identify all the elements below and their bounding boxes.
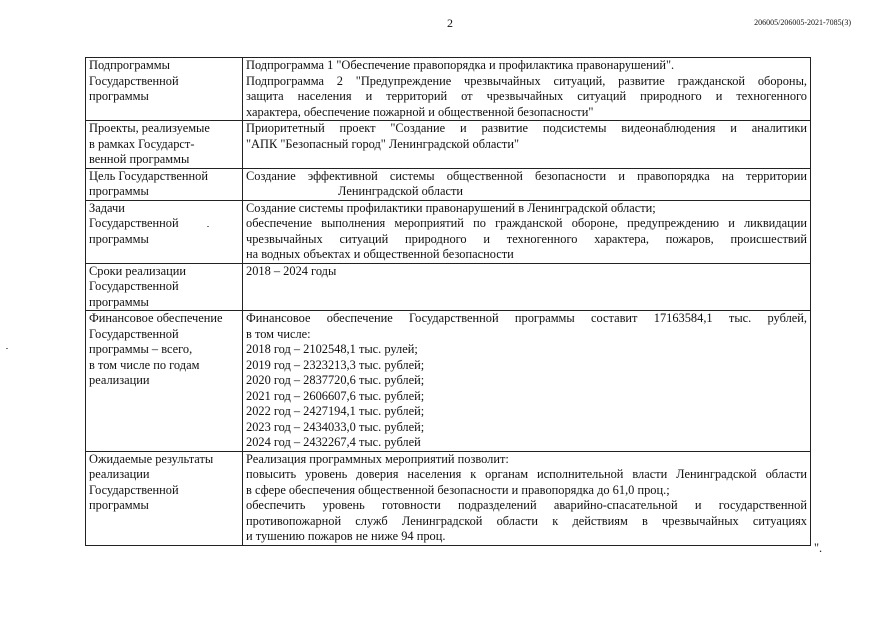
program-passport-table [85, 57, 811, 546]
row-label: Ожидаемые результаты реализации Государственной программы [86, 451, 243, 545]
row-label: Подпрограммы Государственной программы [86, 58, 243, 121]
year-amount: 2023 год – 2434033,0 тыс. рублей; [246, 419, 425, 434]
table-row-expected-results [86, 451, 811, 545]
year-amount: 2019 год – 2323213,3 тыс. рублей; [246, 357, 425, 372]
row-content: Приоритетный проект "Создание и развитие подсистемы видеонаблюдения и аналитики "АПК "Безопасный город" Ленинградской области" [243, 121, 811, 169]
year-amount: 2021 год – 2606607,6 тыс. рублей; [246, 388, 425, 403]
row-label: Цель Государственной программы [86, 168, 243, 200]
row-content: Реализация программных мероприятий позволит: повысить уровень доверия населения к органам исполнительной власти Ленинградской области в сфере обеспечения общественной безопасности и правопорядка до 61,0 проц.; обеспечить уровень готовности подразделений аварийно-спасательной и государственной противопожарной служб Ленинградской области к действиям в чрезвычайных ситуациях и тушению пожаров не ниже 94 проц. [243, 451, 811, 545]
year-amount: 2020 год – 2837720,6 тыс. рублей; [246, 373, 425, 387]
table-row-tasks [86, 200, 811, 263]
table-row-goal [86, 168, 811, 200]
scan-speck [207, 226, 209, 227]
row-label: Финансовое обеспечение Государственной программы – всего, в том числе по годам реализации [86, 311, 243, 452]
closing-quote-mark: ". [814, 541, 823, 555]
row-content: Создание эффективной системы общественной безопасности и правопорядка на территории Ленинградской области [243, 168, 811, 200]
page-number: 2 [447, 16, 453, 30]
document-code: 206005/206005-2021-7085(3) [754, 18, 851, 27]
row-label: Задачи Государственной программы [86, 200, 243, 263]
row-label: Проекты, реализуемые в рамках Государст- венной программы [86, 121, 243, 169]
table-row-projects [86, 121, 811, 169]
row-content: Подпрограмма 1 "Обеспечение правопорядка и профилактика правонарушений". Подпрограмма 2 "Предупреждение чрезвычайных ситуаций, развитие гражданской обороны, защита населения и территорий от чрезвычайных ситуаций природного и техногенного характера, обеспечение пожарной и общественной безопасности" [243, 58, 811, 121]
table-row-financing [86, 311, 811, 452]
scan-speck [6, 348, 8, 349]
table-row-subprograms [86, 58, 811, 121]
year-amount: 2018 год – 2102548,1 тыс. рулей; [246, 342, 418, 356]
table-row-timeline [86, 263, 811, 311]
year-amount: 2022 год – 2427194,1 тыс. рублей; [246, 404, 425, 418]
row-content: Финансовое обеспечение Государственной программы составит 17163584,1 тыс. рублей, в том числе: 2018 год – 2102548,1 тыс. рулей; 2019 год – 2323213,3 тыс. рублей; 2020 год – 2837720,6 тыс. рублей; 2021 год – 2606607,6 тыс. рублей; 2022 год – 2427194,1 тыс. рублей; 2023 год – 2434033,0 тыс. рублей; 2024 год – 2432267,4 тыс. рублей [243, 311, 811, 452]
row-label: Сроки реализации Государственной программы [86, 263, 243, 311]
row-content: 2018 – 2024 годы [243, 263, 811, 311]
row-content: Создание системы профилактики правонарушений в Ленинградской области; обеспечение выполнения мероприятий по гражданской обороне, предупреждению и ликвидации чрезвычайных ситуаций природного и техногенного характера, пожаров, происшествий на водных объектах и общественной безопасности [243, 200, 811, 263]
year-amount: 2024 год – 2432267,4 тыс. рублей [246, 435, 421, 449]
